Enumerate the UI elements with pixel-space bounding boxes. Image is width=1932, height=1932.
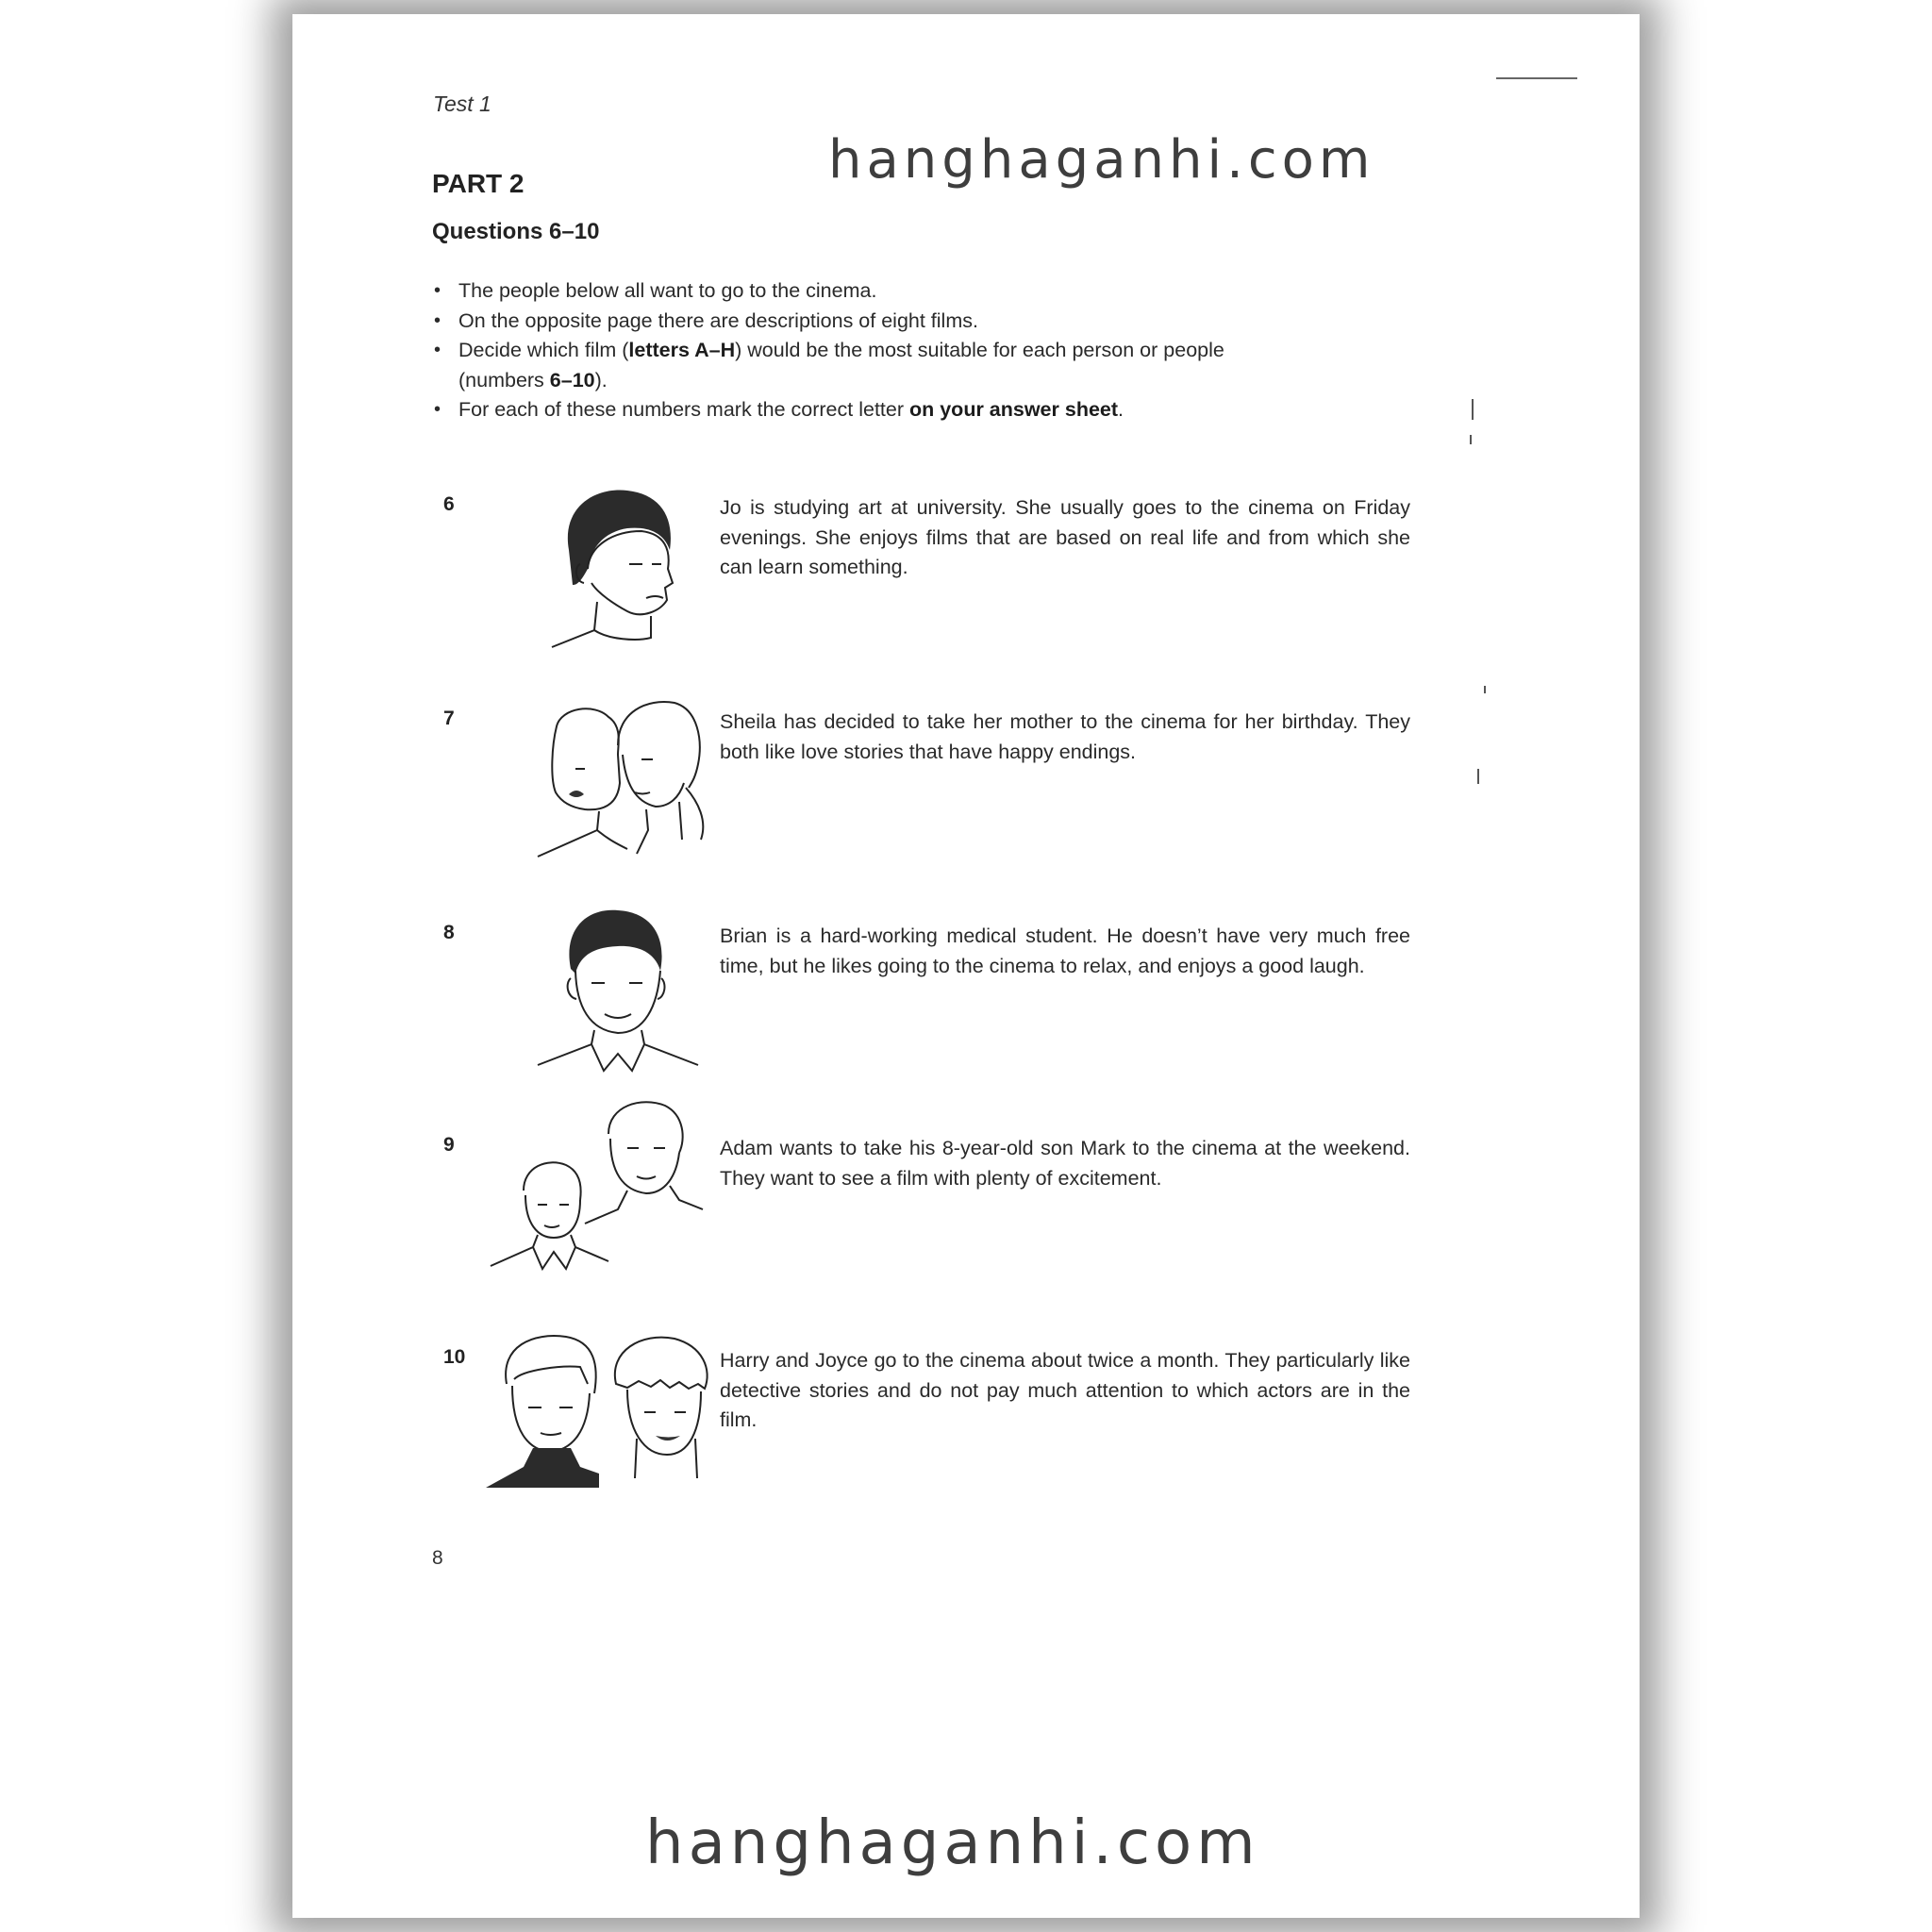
bullet-icon: • — [434, 280, 441, 301]
page-number: 8 — [432, 1547, 443, 1569]
instruction-emphasis: letters A–H — [628, 339, 736, 361]
watermark-top: hanghaganhi.com — [828, 129, 1375, 191]
question-text: Sheila has decided to take her mother to the cinema for her birthday. They both like love stories that have happy endings. — [720, 710, 1410, 763]
instruction-text: ). — [594, 368, 608, 391]
instruction-text: ) would be the most suitable for each person or people (numbers — [458, 339, 1224, 391]
question-number: 8 — [443, 922, 455, 943]
document-page — [292, 14, 1640, 1918]
part-title: PART 2 — [432, 169, 525, 198]
watermark-bottom: hanghaganhi.com — [645, 1808, 1260, 1878]
question-text: Adam wants to take his 8-year-old son Mark to the cinema at the weekend. They want to see a film with plenty of excitement. — [720, 1137, 1410, 1190]
instruction-text: On the opposite page there are descriptions of eight films. — [458, 308, 978, 332]
instruction-text: . — [1118, 398, 1124, 421]
woman-portrait-icon — [486, 479, 712, 649]
question-text: Jo is studying art at university. She usually goes to the cinema on Friday evenings. She enjoys films that are based on real life and from which she can learn something. — [720, 496, 1410, 578]
instruction-item — [432, 307, 1270, 337]
instruction-item — [432, 276, 1270, 307]
instruction-text: The people below all want to go to the cinema. — [458, 279, 877, 302]
question-text: Brian is a hard-working medical student. He doesn’t have very much free time, but he likes going to the cinema to relax, and enjoys a good laugh. — [720, 924, 1410, 977]
young-man-portrait-icon — [486, 903, 712, 1073]
instruction-text: For each of these numbers mark the correct letter — [458, 398, 909, 421]
question-text: Harry and Joyce go to the cinema about twice a month. They particularly like detective stories and do not pay much attention to which actors are in the film. — [720, 1349, 1410, 1431]
father-son-portrait-icon — [486, 1091, 712, 1280]
instruction-item — [432, 336, 1270, 395]
bullet-icon: • — [434, 399, 441, 420]
bullet-icon: • — [434, 340, 441, 360]
mother-daughter-portrait-icon — [486, 689, 712, 858]
top-rule-divider — [1496, 77, 1577, 79]
bullet-icon: • — [434, 309, 441, 331]
scan-artifact-mark — [1477, 769, 1479, 784]
instruction-item — [432, 395, 1270, 425]
question-number: 6 — [443, 493, 455, 515]
question-number: 10 — [443, 1346, 466, 1368]
scan-artifact-mark — [1472, 399, 1474, 420]
instruction-text: Decide which film ( — [458, 339, 629, 361]
scan-artifact-mark — [1484, 686, 1486, 693]
couple-portrait-icon — [486, 1327, 731, 1497]
instruction-emphasis: 6–10 — [549, 368, 595, 391]
scan-artifact-mark — [1470, 435, 1472, 444]
instruction-emphasis: on your answer sheet — [908, 398, 1119, 421]
running-head: Test 1 — [433, 92, 491, 116]
question-number: 7 — [443, 708, 455, 729]
questions-title: Questions 6–10 — [432, 219, 600, 244]
question-number: 9 — [443, 1134, 455, 1156]
instructions-list — [432, 276, 1270, 425]
